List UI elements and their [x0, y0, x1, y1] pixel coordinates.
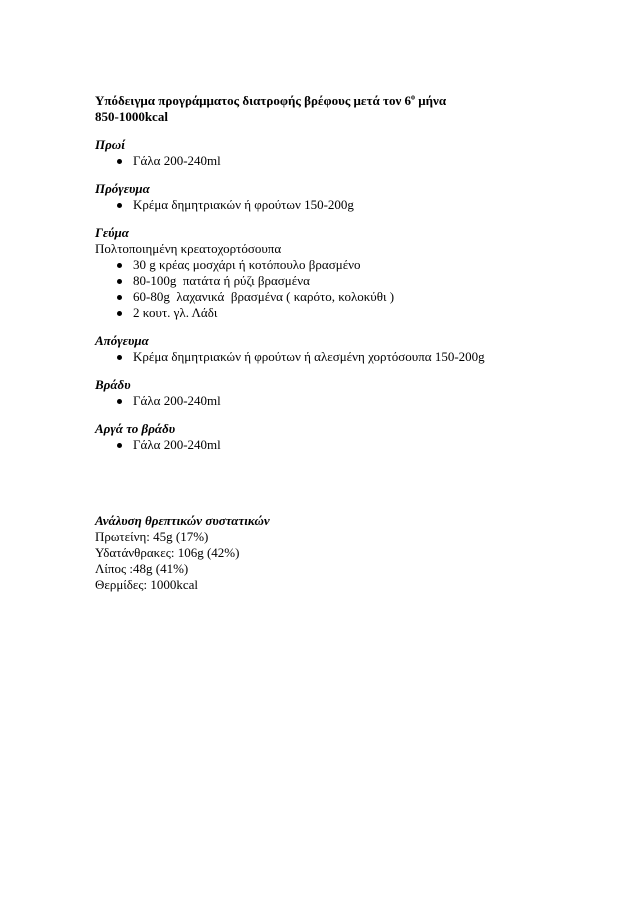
document-title-superscript: ο [411, 92, 416, 102]
list-item: 60-80g λαχανικά βρασμένα ( καρότο, κολοκύθι ) [95, 289, 555, 305]
list-item: 2 κουτ. γλ. Λάδι [95, 305, 555, 321]
bullet-icon [117, 203, 122, 208]
list-dinner [95, 393, 555, 409]
bullet-icon [117, 263, 122, 268]
bullet-icon [117, 355, 122, 360]
section-heading-lunch: Γεύμα [95, 225, 129, 240]
analysis-protein: Πρωτείνη: 45g (17%) [95, 529, 209, 544]
section-heading-breakfast: Πρωί [95, 137, 125, 152]
section-afternoon [95, 333, 555, 365]
list-snack-morning [95, 197, 555, 213]
lunch-intro: Πολτοποιημένη κρεατοχορτόσουπα [95, 241, 282, 256]
bullet-icon [117, 311, 122, 316]
bullet-icon [117, 443, 122, 448]
bullet-icon [117, 279, 122, 284]
section-snack-morning [95, 181, 555, 213]
list-breakfast [95, 153, 555, 169]
list-afternoon [95, 349, 555, 365]
document-title-main: Υπόδειγμα προγράμματος διατροφής βρέφους μετά τον 6 [95, 93, 412, 108]
nutrient-analysis [95, 513, 555, 593]
bullet-icon [117, 399, 122, 404]
analysis-calories: Θερμίδες: 1000kcal [95, 577, 199, 592]
section-breakfast [95, 137, 555, 169]
list-item: Γάλα 200-240ml [95, 153, 555, 169]
document-title-tail: μήνα [415, 93, 447, 108]
list-item: Γάλα 200-240ml [95, 437, 555, 453]
diet-plan-content [95, 93, 555, 453]
list-item: 80-100g πατάτα ή ρύζι βρασμένα [95, 273, 555, 289]
section-heading-snack-morning: Πρόγευμα [95, 181, 150, 196]
analysis-heading: Ανάλυση θρεπτικών συστατικών [95, 513, 270, 528]
document-title [95, 93, 555, 109]
section-heading-late-night: Αργά το βράδυ [95, 421, 176, 436]
bullet-icon [117, 159, 122, 164]
list-item: Κρέμα δημητριακών ή φρούτων ή αλεσμένη χορτόσουπα 150-200g [95, 349, 555, 365]
analysis-fat: Λίπος :48g (41%) [95, 561, 189, 576]
list-item: Γάλα 200-240ml [95, 393, 555, 409]
list-lunch [95, 257, 555, 321]
document-subtitle: 850-1000kcal [95, 109, 168, 124]
list-item: 30 g κρέας μοσχάρι ή κοτόπουλο βρασμένο [95, 257, 555, 273]
analysis-carbohydrates: Υδατάνθρακες: 106g (42%) [95, 545, 240, 560]
list-item: Κρέμα δημητριακών ή φρούτων 150-200g [95, 197, 555, 213]
bullet-icon [117, 295, 122, 300]
list-late-night [95, 437, 555, 453]
section-lunch [95, 225, 555, 321]
section-heading-afternoon: Απόγευμα [95, 333, 149, 348]
section-heading-dinner: Βράδυ [95, 377, 131, 392]
section-late-night [95, 421, 555, 453]
section-dinner [95, 377, 555, 409]
